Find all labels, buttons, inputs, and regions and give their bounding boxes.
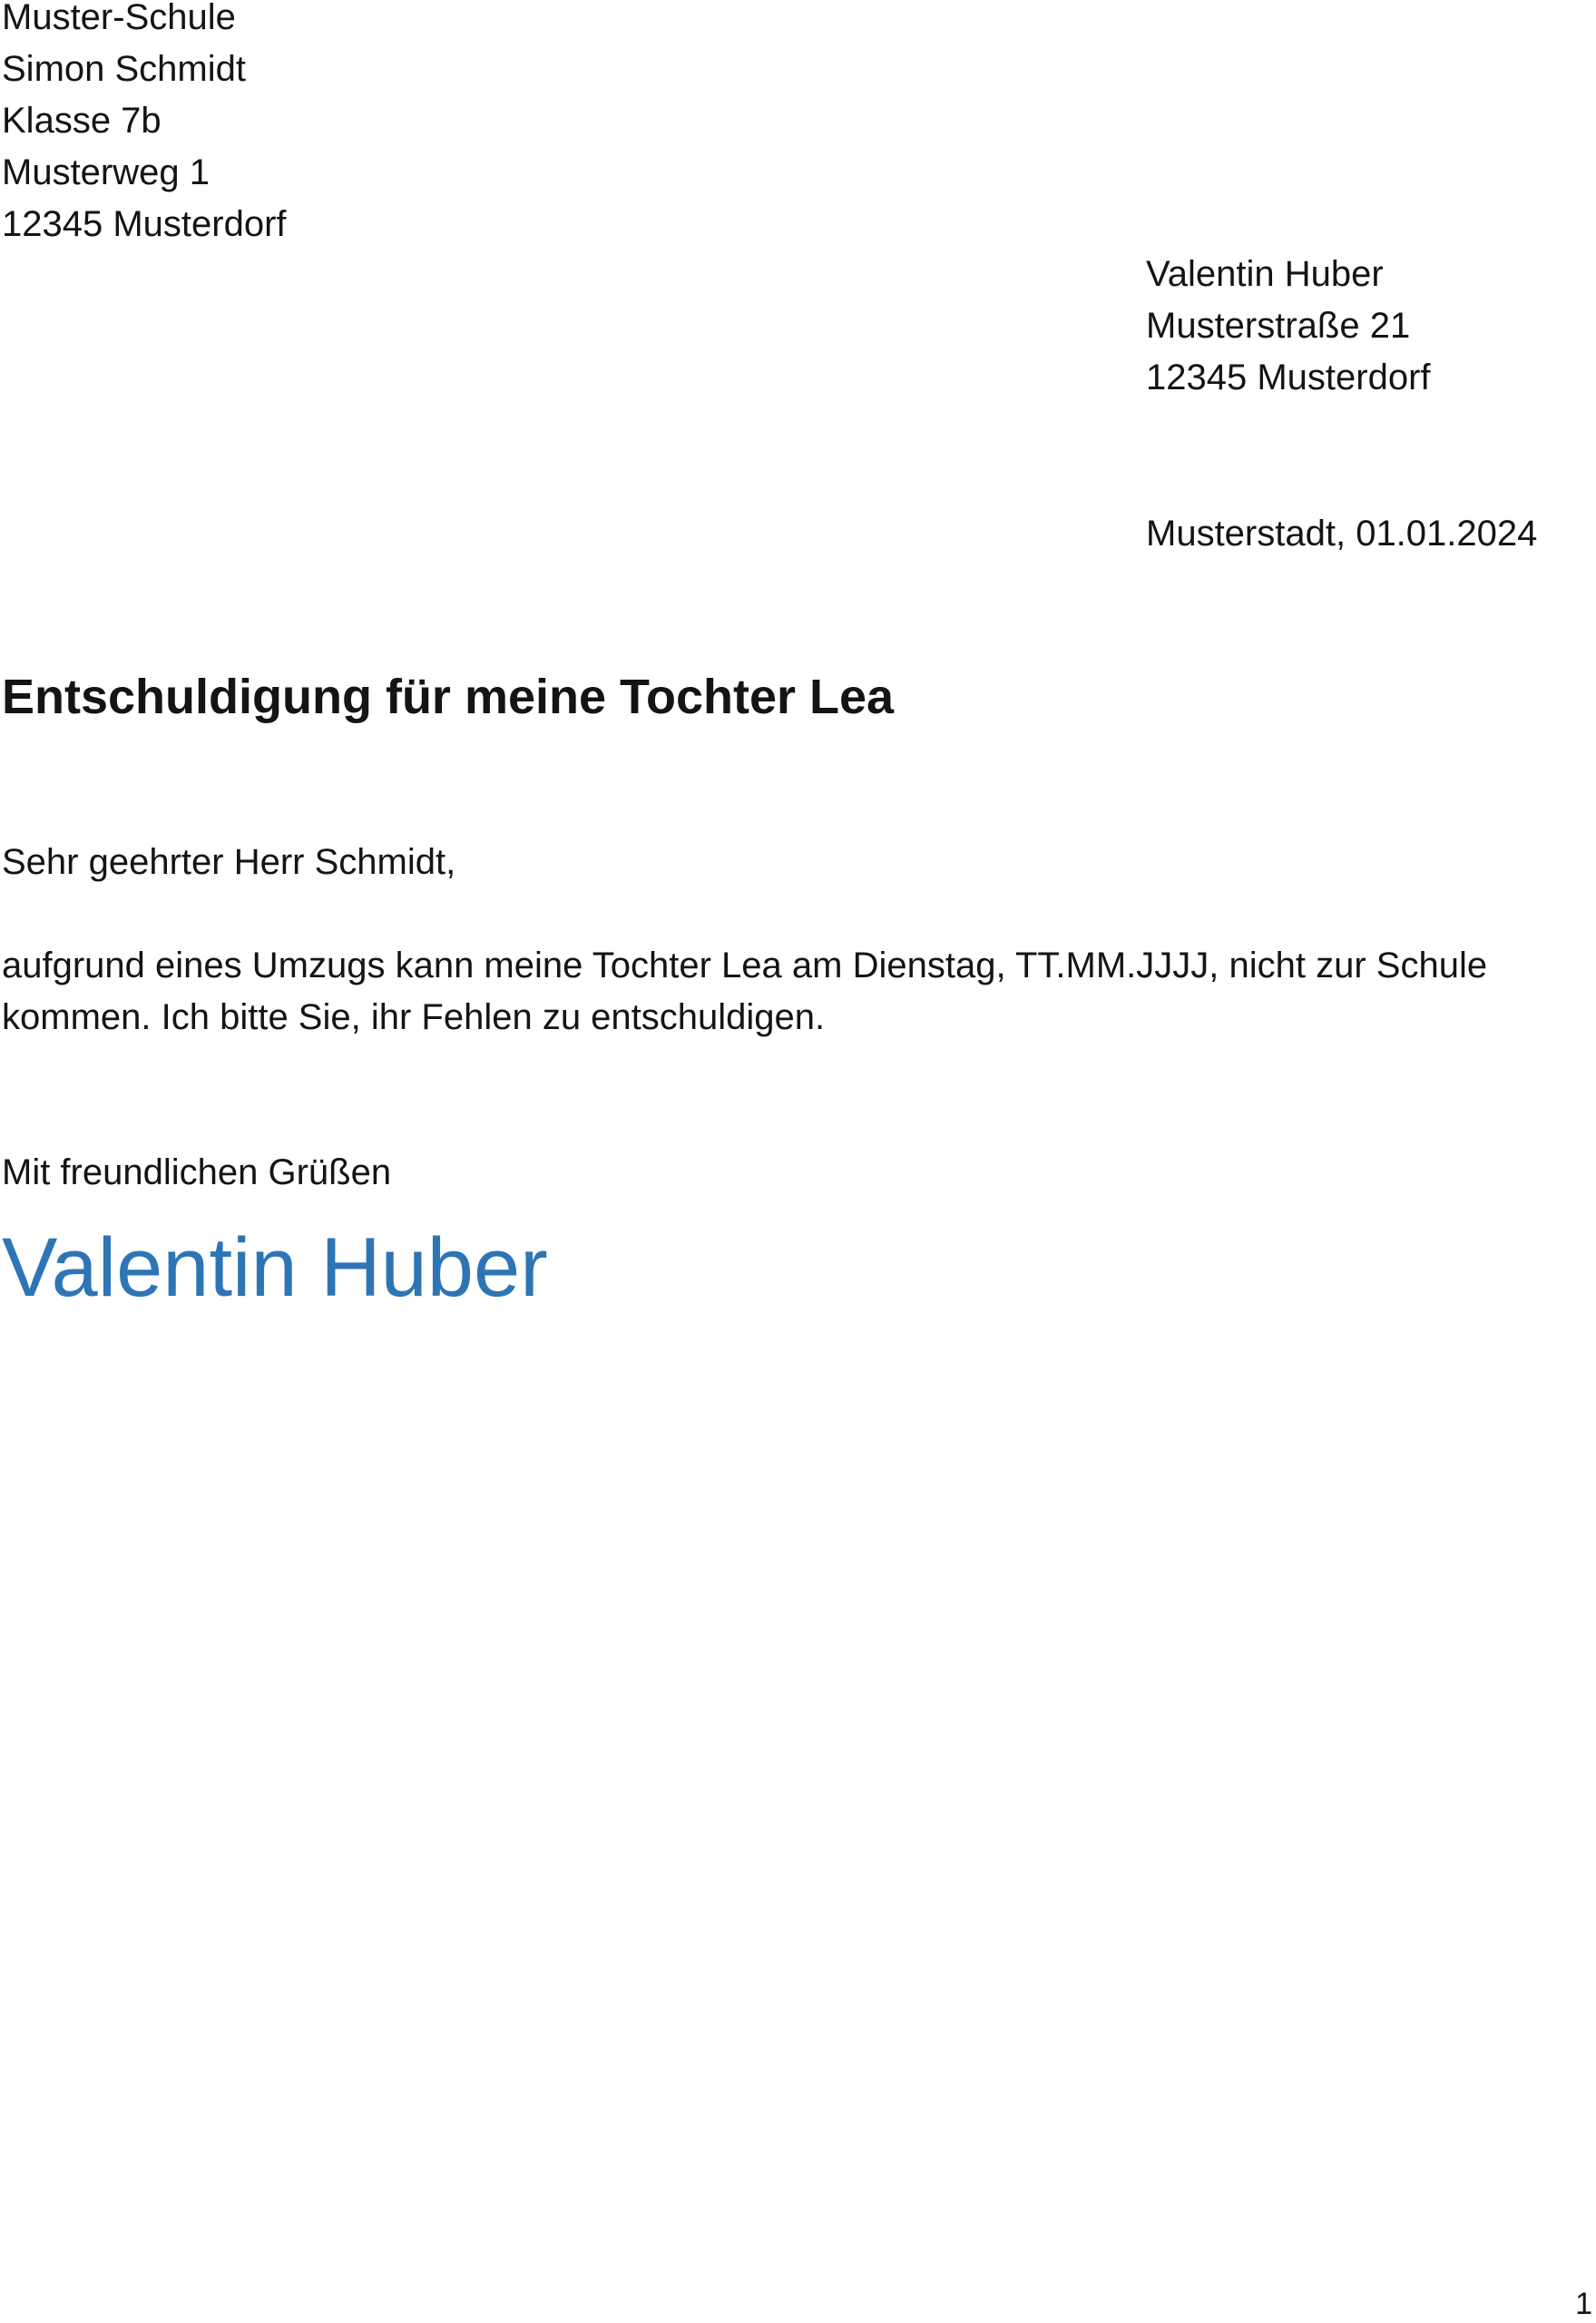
sender-address-block bbox=[2, 0, 287, 250]
sender-street: Musterweg 1 bbox=[2, 152, 210, 192]
sender-teacher: Simon Schmidt bbox=[2, 49, 246, 89]
letter-salutation: Sehr geehrter Herr Schmidt, bbox=[2, 842, 456, 882]
page-number: 1 bbox=[1575, 2287, 1592, 2321]
recipient-name: Valentin Huber bbox=[1146, 254, 1384, 294]
recipient-address-block bbox=[1146, 249, 1431, 404]
sender-class: Klasse 7b bbox=[2, 101, 162, 141]
letter-body bbox=[2, 940, 1581, 1044]
recipient-street: Musterstraße 21 bbox=[1146, 306, 1411, 346]
letter-date: Musterstadt, 01.01.2024 bbox=[1146, 514, 1538, 554]
recipient-city: 12345 Musterdorf bbox=[1146, 358, 1431, 397]
sender-school: Muster-Schule bbox=[2, 0, 236, 37]
handwritten-signature: Valentin Huber bbox=[2, 1221, 548, 1314]
letter-subject: Entschuldigung für meine Tochter Lea bbox=[2, 670, 895, 724]
sender-city: 12345 Musterdorf bbox=[2, 204, 287, 244]
body-line: kommen. Ich bitte Sie, ihr Fehlen zu entschuldigen. bbox=[2, 997, 826, 1037]
body-line: aufgrund eines Umzugs kann meine Tochter Lea am Dienstag, TT.MM.JJJJ, nicht zur Schule bbox=[2, 946, 1488, 985]
letter-closing: Mit freundlichen Grüßen bbox=[2, 1152, 392, 1192]
